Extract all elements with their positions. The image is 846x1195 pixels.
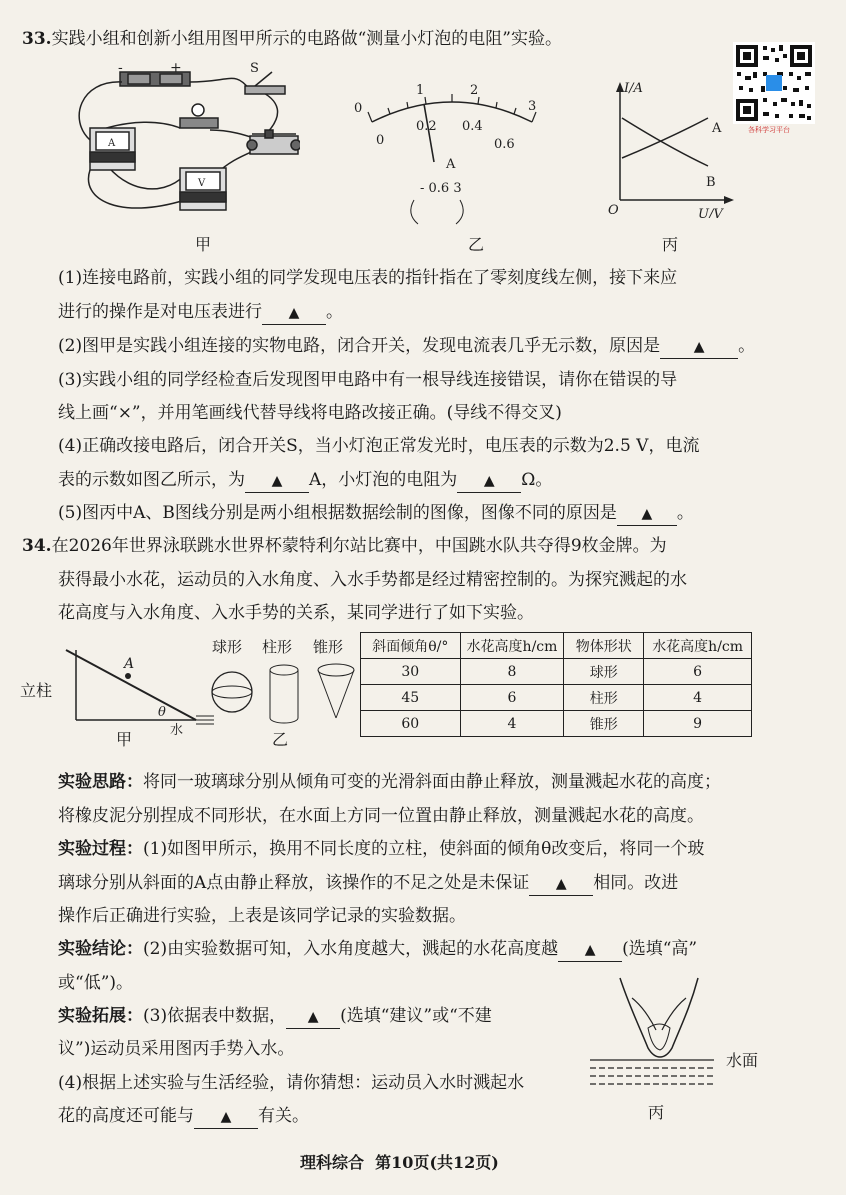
proc-line3: 操作后正确进行实验，上表是该同学记录的实验数据。	[58, 906, 466, 926]
ammeter-dial	[352, 82, 552, 232]
incline-diagram	[56, 640, 216, 750]
idea-line1: 实验思路：将同一玻璃球分别从倾角可变的光滑斜面由静止释放，测量溅起水花的高度；	[58, 772, 721, 792]
scale-top-0: 0	[354, 101, 363, 116]
q33-part4a: (4)正确改接电路后，闭合开关S，当小灯泡正常发光时，电压表的示数为2.5 V，电流	[58, 436, 700, 456]
footer-total: (共12页)	[429, 1153, 499, 1172]
q34-line3: 花高度与入水角度、入水手势的关系，某同学进行了如下实验。	[58, 603, 534, 623]
data-table	[360, 632, 752, 737]
fig34-jia-caption: 甲	[116, 730, 133, 749]
q33-part5: (5)图丙中A、B图线分别是两小组根据数据绘制的图像，图像不同的原因是 ▲ 。	[58, 502, 694, 526]
idea-line2: 将橡皮泥分别捏成不同形状，在水面上方同一位置由静止释放，测量溅起水花的高度。	[58, 806, 704, 826]
proc-line1: 实验过程：(1)如图甲所示，换用不同长度的立柱，使斜面的倾角θ改变后，将同一个玻	[58, 839, 705, 859]
proc-line2: 璃球分别从斜面的A点由静止释放，该操作的不足之处是未保证 ▲ 相同。改进	[58, 872, 678, 896]
scale-top-3: 3	[528, 99, 537, 114]
q33-part4b: 表的示数如图乙所示，为 ▲ A，小灯泡的电阻为 ▲ Ω。	[58, 469, 552, 493]
q33-part1a: (1)连接电路前，实践小组的同学发现电压表的指针指在了零刻度线左侧，接下来应	[58, 268, 678, 288]
pillar-label: 立柱	[20, 681, 53, 700]
answer-blank-34-3[interactable]: ▲	[286, 1005, 340, 1029]
sphere-label: 球形	[212, 638, 243, 656]
ammeter-label: A	[108, 138, 116, 149]
qr-code-icon	[733, 42, 815, 124]
qr-caption: 各科学习平台	[748, 126, 790, 134]
scale-top-1: 1	[416, 83, 425, 98]
theta-label: θ	[158, 705, 166, 720]
water-surface-label: 水面	[726, 1051, 759, 1070]
q34-line2: 获得最小水花，运动员的入水角度、入水手势都是经过精密控制的。为探究溅起的水	[58, 570, 687, 590]
answer-blank-34-4[interactable]: ▲	[194, 1105, 258, 1129]
answer-blank-5[interactable]: ▲	[617, 502, 677, 526]
answer-blank-34-2[interactable]: ▲	[558, 938, 622, 962]
q33-intro	[22, 28, 562, 50]
q33-intro-text: 实践小组和创新小组用图甲所示的电路做“测量小灯泡的电阻”实验。	[51, 29, 562, 49]
meter-unit: A	[446, 157, 456, 172]
concl-line2: 或“低”)。	[58, 973, 134, 993]
q33-part2: (2)图甲是实践小组连接的实物电路，闭合开关，发现电流表几乎无示数，原因是 ▲ 。	[58, 335, 755, 359]
footer-subject: 理科综合	[300, 1153, 365, 1172]
answer-blank-2[interactable]: ▲	[660, 335, 738, 359]
answer-blank-34-1[interactable]: ▲	[529, 872, 593, 896]
graph-xlabel: U/V	[698, 207, 723, 218]
table-row: 60 4 锥形 9	[361, 711, 752, 737]
fig-yi-caption: 乙	[468, 235, 485, 254]
table-row: 30 8 球形 6	[361, 659, 752, 685]
scale-bottom-1: 0.2	[416, 119, 437, 134]
cone-shape	[318, 664, 354, 718]
fig34-yi-caption: 乙	[272, 730, 289, 749]
battery-minus: -	[118, 60, 123, 76]
circuit-diagram	[60, 60, 300, 220]
q33-number: 33.	[22, 29, 52, 49]
q33-part3a: (3)实践小组的同学经检查后发现图甲电路中有一根导线连接错误，请你在错误的导	[58, 370, 678, 390]
point-a-label: A	[124, 656, 135, 672]
water-label: 水	[170, 723, 184, 738]
footer-page: 第10页	[375, 1153, 430, 1172]
table-row: 45 6 柱形 4	[361, 685, 752, 711]
switch-label: S	[250, 61, 259, 76]
fig34-bing-caption: 丙	[648, 1103, 665, 1122]
q34-line1: 34.在2026年世界泳联跳水世界杯蒙特利尔站比赛中，中国跳水队共夺得9枚金牌。为	[22, 536, 667, 556]
col-header-shape: 物体形状	[564, 633, 644, 659]
battery-plus: +	[170, 60, 182, 76]
fig-bing-caption: 丙	[662, 235, 679, 254]
graph-origin: O	[608, 203, 619, 218]
q33-part3b: 线上画“×”，并用笔画线代替导线将电路改接正确。(导线不得交叉)	[58, 403, 562, 423]
graph-ylabel: I/A	[624, 81, 643, 96]
sphere-shape	[212, 672, 252, 712]
answer-blank-4b[interactable]: ▲	[457, 469, 521, 493]
hands-diagram	[580, 968, 740, 1098]
cone-label: 锥形	[313, 638, 344, 656]
meter-terminals: - 0.6 3	[420, 181, 462, 196]
shapes-diagram	[208, 660, 358, 730]
cylinder-label: 柱形	[262, 638, 293, 656]
scale-bottom-2: 0.4	[462, 119, 483, 134]
ext-line1: 实验拓展：(3)依据表中数据， ▲ (选填“建议”或“不建	[58, 1005, 492, 1029]
col-header-height2: 水花高度h/cm	[644, 633, 752, 659]
voltmeter-label: V	[198, 178, 206, 189]
page-footer	[300, 1150, 499, 1173]
scale-bottom-0: 0	[376, 133, 385, 148]
q34-part4b: 花的高度还可能与 ▲ 有关。	[58, 1105, 309, 1129]
answer-blank-4a[interactable]: ▲	[245, 469, 309, 493]
cylinder-shape	[270, 665, 298, 723]
ext-line2: 议”)运动员采用图丙手势入水。	[58, 1039, 295, 1059]
col-header-angle: 斜面倾角θ/°	[361, 633, 461, 659]
fig-jia-caption: 甲	[195, 235, 212, 254]
q33-part1b: 进行的操作是对电压表进行 ▲ 。	[58, 301, 343, 325]
iu-graph	[600, 78, 740, 218]
answer-blank-1[interactable]: ▲	[262, 301, 326, 325]
scale-top-2: 2	[470, 83, 479, 98]
col-header-height1: 水花高度h/cm	[460, 633, 564, 659]
scale-bottom-3: 0.6	[494, 137, 515, 152]
graph-line-a: A	[712, 121, 722, 136]
concl-line1: 实验结论：(2)由实验数据可知，入水角度越大，溅起的水花高度越 ▲ (选填“高”	[58, 938, 697, 962]
q34-part4a: (4)根据上述实验与生活经验，请你猜想：运动员入水时溅起水	[58, 1073, 525, 1093]
graph-line-b: B	[706, 175, 716, 190]
